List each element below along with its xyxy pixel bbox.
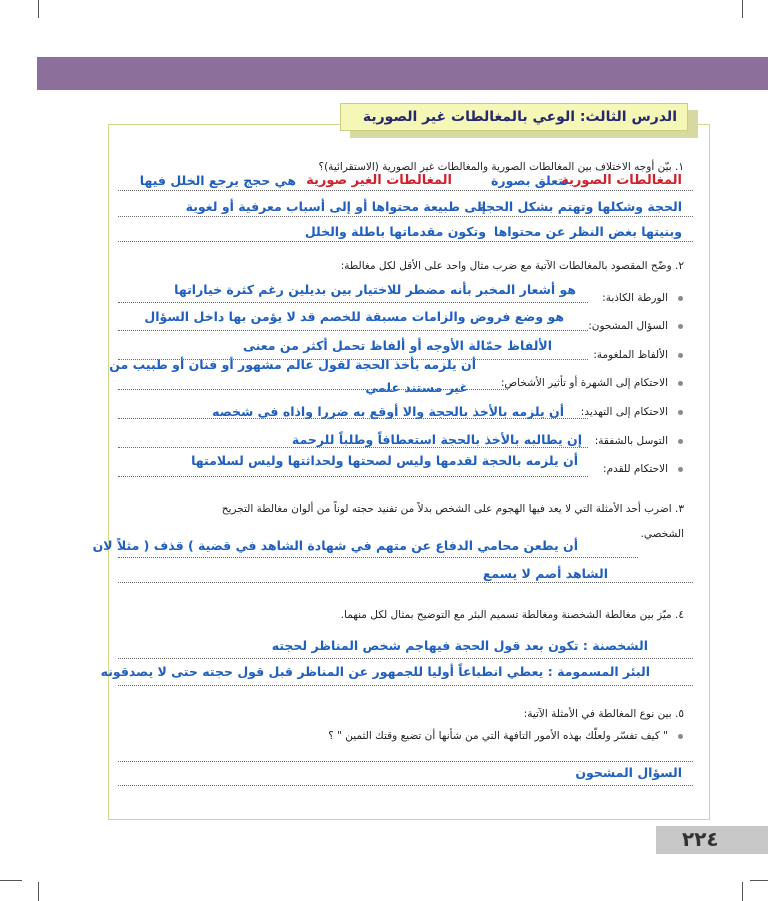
q2-item-label: الاحتكام إلى الشهرة أو تأثير الأشخاص: bbox=[500, 377, 668, 389]
bullet bbox=[678, 296, 683, 301]
answer-line bbox=[118, 418, 588, 419]
crop-mark bbox=[750, 880, 768, 881]
q2-prompt: ٢. وضّح المقصود بالمغالطات الآتية مع ضرب مثال واحد على الأقل لكل مغالطة: bbox=[340, 260, 684, 272]
q1-prompt: ١. بيّن أوجه الاختلاف بين المغالطات الصورية والمغالطات غير الصورية (الاستقرائية)؟ bbox=[318, 161, 684, 173]
q3-answer-1: أن يطعن محامي الدفاع عن متهم في شهادة الشاهد في قضية ) قذف ( مثلاً لان bbox=[92, 538, 578, 553]
header-band bbox=[37, 57, 768, 90]
q1-answer-1b: هي حجج يرجع الخلل فيها bbox=[139, 173, 296, 188]
q3-prompt-line1: ٣. اضرب أحد الأمثلة التي لا يعد فيها الهجوم على الشخص بدلاً من تفنيد حجته لوناً من ألوان مغالطة التجريح bbox=[221, 503, 684, 515]
title-label bbox=[340, 103, 688, 131]
q1-answer-red-2: المغالطات الغير صورية bbox=[306, 173, 452, 188]
q1-answer-2a: الحجة وشكلها وتهتم بشكل الحجة bbox=[478, 199, 682, 214]
q2-item-answer: إن يطالبه بالأخذ بالحجة استعطافاً وطلباً للرحمة bbox=[291, 432, 582, 447]
q2-item-answer-cont: غير مستند علمي bbox=[365, 380, 468, 395]
q4-prompt: ٤. ميّز بين مغالطة الشخصنة ومغالطة تسميم البئر مع التوضيح بمثال لكل منهما. bbox=[340, 609, 684, 621]
q2-item-answer: هو أشعار المخبر بأنه مضطر للاختيار بين بديلين رغم كثرة خياراتها bbox=[174, 282, 576, 297]
q5-prompt: ٥. بين نوع المغالطة في الأمثلة الآتية: bbox=[523, 708, 684, 720]
q5-item: " كيف تفسّر ولعلّك بهذه الأمور التافهة التي من شأنها أن تضيع وقتك الثمين " ؟ bbox=[328, 730, 668, 742]
answer-line bbox=[118, 761, 693, 762]
q2-item-answer: أن يلزمه بالأخذ بالحجة والا أوقع به ضررا واذاه في شخصه bbox=[212, 404, 564, 419]
q2-item-label: الاحتكام إلى التهديد: bbox=[580, 406, 668, 418]
answer-line bbox=[118, 216, 693, 217]
answer-line bbox=[118, 447, 588, 448]
answer-line bbox=[118, 658, 693, 659]
bullet bbox=[678, 734, 683, 739]
q2-item-label: الألفاظ الملغومة: bbox=[593, 349, 668, 361]
q2-item-answer: أن يلزمه بالحجة لقدمها وليس لصحتها ولحداثتها وليس لسلامتها bbox=[191, 453, 578, 468]
crop-mark bbox=[742, 882, 743, 901]
q3-prompt-line2: الشخصي. bbox=[640, 528, 684, 540]
q2-item-answer: هو وضع فروض والزامات مسبقة للخصم قد لا يؤمن بها داخل السؤال bbox=[144, 309, 564, 324]
answer-line bbox=[118, 190, 693, 191]
crop-mark bbox=[742, 0, 743, 18]
crop-mark bbox=[38, 0, 39, 18]
q4-answer-1: الشخصنة : تكون بعد قول الحجة فيهاجم شخص المناظر لحجته bbox=[271, 638, 648, 653]
q2-item-label: السؤال المشحون: bbox=[588, 320, 668, 332]
bullet bbox=[678, 353, 683, 358]
answer-line bbox=[118, 476, 588, 477]
answer-line bbox=[118, 302, 588, 303]
answer-line bbox=[118, 785, 693, 786]
answer-line bbox=[118, 685, 693, 686]
q1-answer-red-1: المغالطات الصورية bbox=[561, 173, 682, 188]
answer-line bbox=[118, 582, 693, 583]
q2-item-label: الورطة الكاذبة: bbox=[602, 292, 668, 304]
crop-mark bbox=[0, 880, 22, 881]
q1-answer-2b: إلى طبيعة محتواها أو إلى أسباب معرفية أو لغوية bbox=[185, 199, 486, 214]
page-number: ٢٢٤ bbox=[682, 827, 719, 851]
q2-item-answer: الألفاظ حمّالة الأوجه أو ألفاظ تحمل أكثر من معنى bbox=[243, 338, 552, 353]
q4-answer-2: البئر المسمومة : يعطي انطباعاً أوليا للجمهور عن المناظر قبل قول حجته حتى لا يصدقونه bbox=[100, 664, 650, 679]
q2-item-label: التوسل بالشفقة: bbox=[594, 435, 668, 447]
q1-answer-3b: وتكون مقدماتها باطلة والخلل bbox=[304, 224, 486, 239]
answer-line bbox=[118, 389, 508, 390]
bullet bbox=[678, 324, 683, 329]
answer-line bbox=[118, 330, 588, 331]
lesson-title-box bbox=[340, 103, 700, 139]
answer-line bbox=[118, 241, 693, 242]
crop-mark bbox=[38, 882, 39, 901]
bullet bbox=[678, 439, 683, 444]
q2-item-answer: أن يلزمه بأخذ الحجة لقول عالم مشهور أو فنان أو طبيب من bbox=[109, 357, 476, 372]
bullet bbox=[678, 381, 683, 386]
q2-item-label: الاحتكام للقدم: bbox=[603, 463, 668, 475]
bullet bbox=[678, 467, 683, 472]
q1-answer-3a: وبنيتها بغض النظر عن محتواها bbox=[493, 224, 682, 239]
answer-line bbox=[118, 557, 638, 558]
q5-answer: السؤال المشحون bbox=[575, 765, 682, 780]
lesson-title: الدرس الثالث: الوعي بالمغالطات غير الصورية bbox=[362, 109, 677, 125]
bullet bbox=[678, 410, 683, 415]
q1-answer-1a: تتعلق بصورة bbox=[491, 173, 568, 188]
q3-answer-2: الشاهد أصم لا يسمع bbox=[482, 566, 608, 581]
